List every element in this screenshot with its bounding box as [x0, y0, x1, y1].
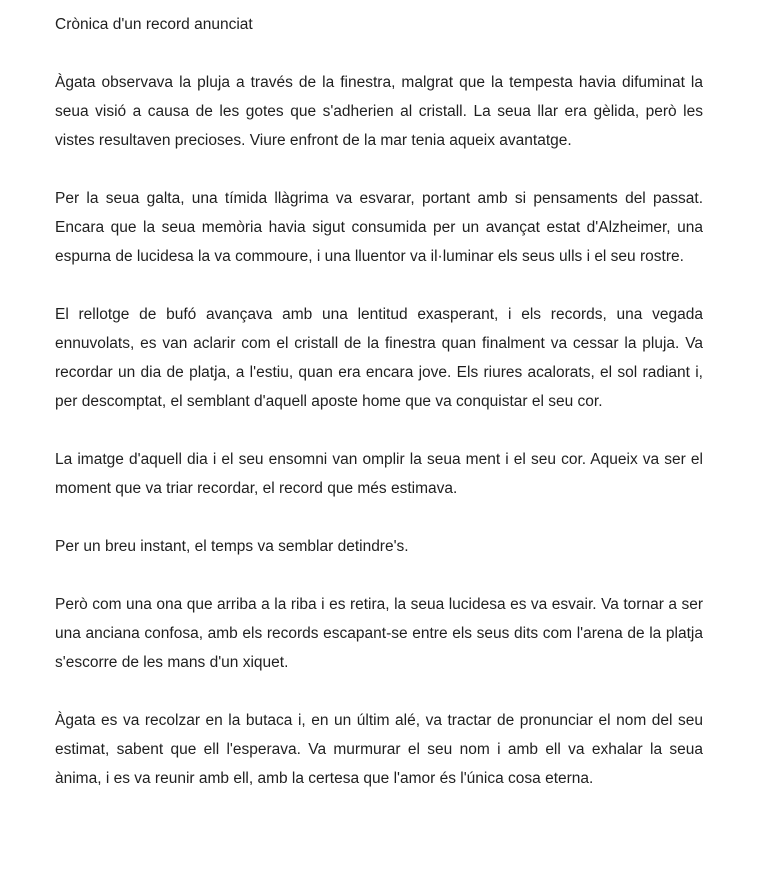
paragraph-2: Per la seua galta, una tímida llàgrima va esvarar, portant amb si pensaments del passat. Encara que la seua memòria havia sigut consumida per un avançat estat d'Alzheimer, una espurna de lucidesa la va commoure, i una lluentor va il·luminar els seus ulls i el seu rostre. [55, 190, 703, 265]
paragraph-1: Àgata observava la pluja a través de la finestra, malgrat que la tempesta havia difuminat la seua visió a causa de les gotes que s'adherien al cristall. La seua llar era gèlida, però les vistes resultaven precioses. Viure enfront de la mar tenia aqueix avantatge. [55, 74, 703, 149]
paragraph-7: Àgata es va recolzar en la butaca i, en un últim alé, va tractar de pronunciar el nom del seu estimat, sabent que ell l'esperava. Va murmurar el seu nom i amb ell va exhalar la seua ànima, i es va reunir amb ell, amb la certesa que l'amor és l'única cosa eterna. [55, 712, 703, 787]
paragraph-5: Per un breu instant, el temps va semblar detindre's. [55, 538, 409, 555]
paragraph-6: Però com una ona que arriba a la riba i es retira, la seua lucidesa es va esvair. Va tornar a ser una anciana confosa, amb els records escapant-se entre els seus dits com l'arena de la platja s'escorre de les mans d'un xiquet. [55, 596, 703, 671]
document-body [55, 10, 703, 793]
paragraph-3: El rellotge de bufó avançava amb una lentitud exasperant, i els records, una vegada ennuvolats, es van aclarir com el cristall de la finestra quan finalment va cessar la pluja. Va recordar un dia de platja, a l'estiu, quan era encara jove. Els riures acalorats, el sol radiant i, per descomptat, el semblant d'aquell aposte home que va conquistar el seu cor. [55, 306, 703, 410]
paragraph-4: La imatge d'aquell dia i el seu ensomni van omplir la seua ment i el seu cor. Aqueix va ser el moment que va triar recordar, el record que més estimava. [55, 451, 703, 497]
document-title: Crònica d'un record anunciat [55, 16, 253, 33]
